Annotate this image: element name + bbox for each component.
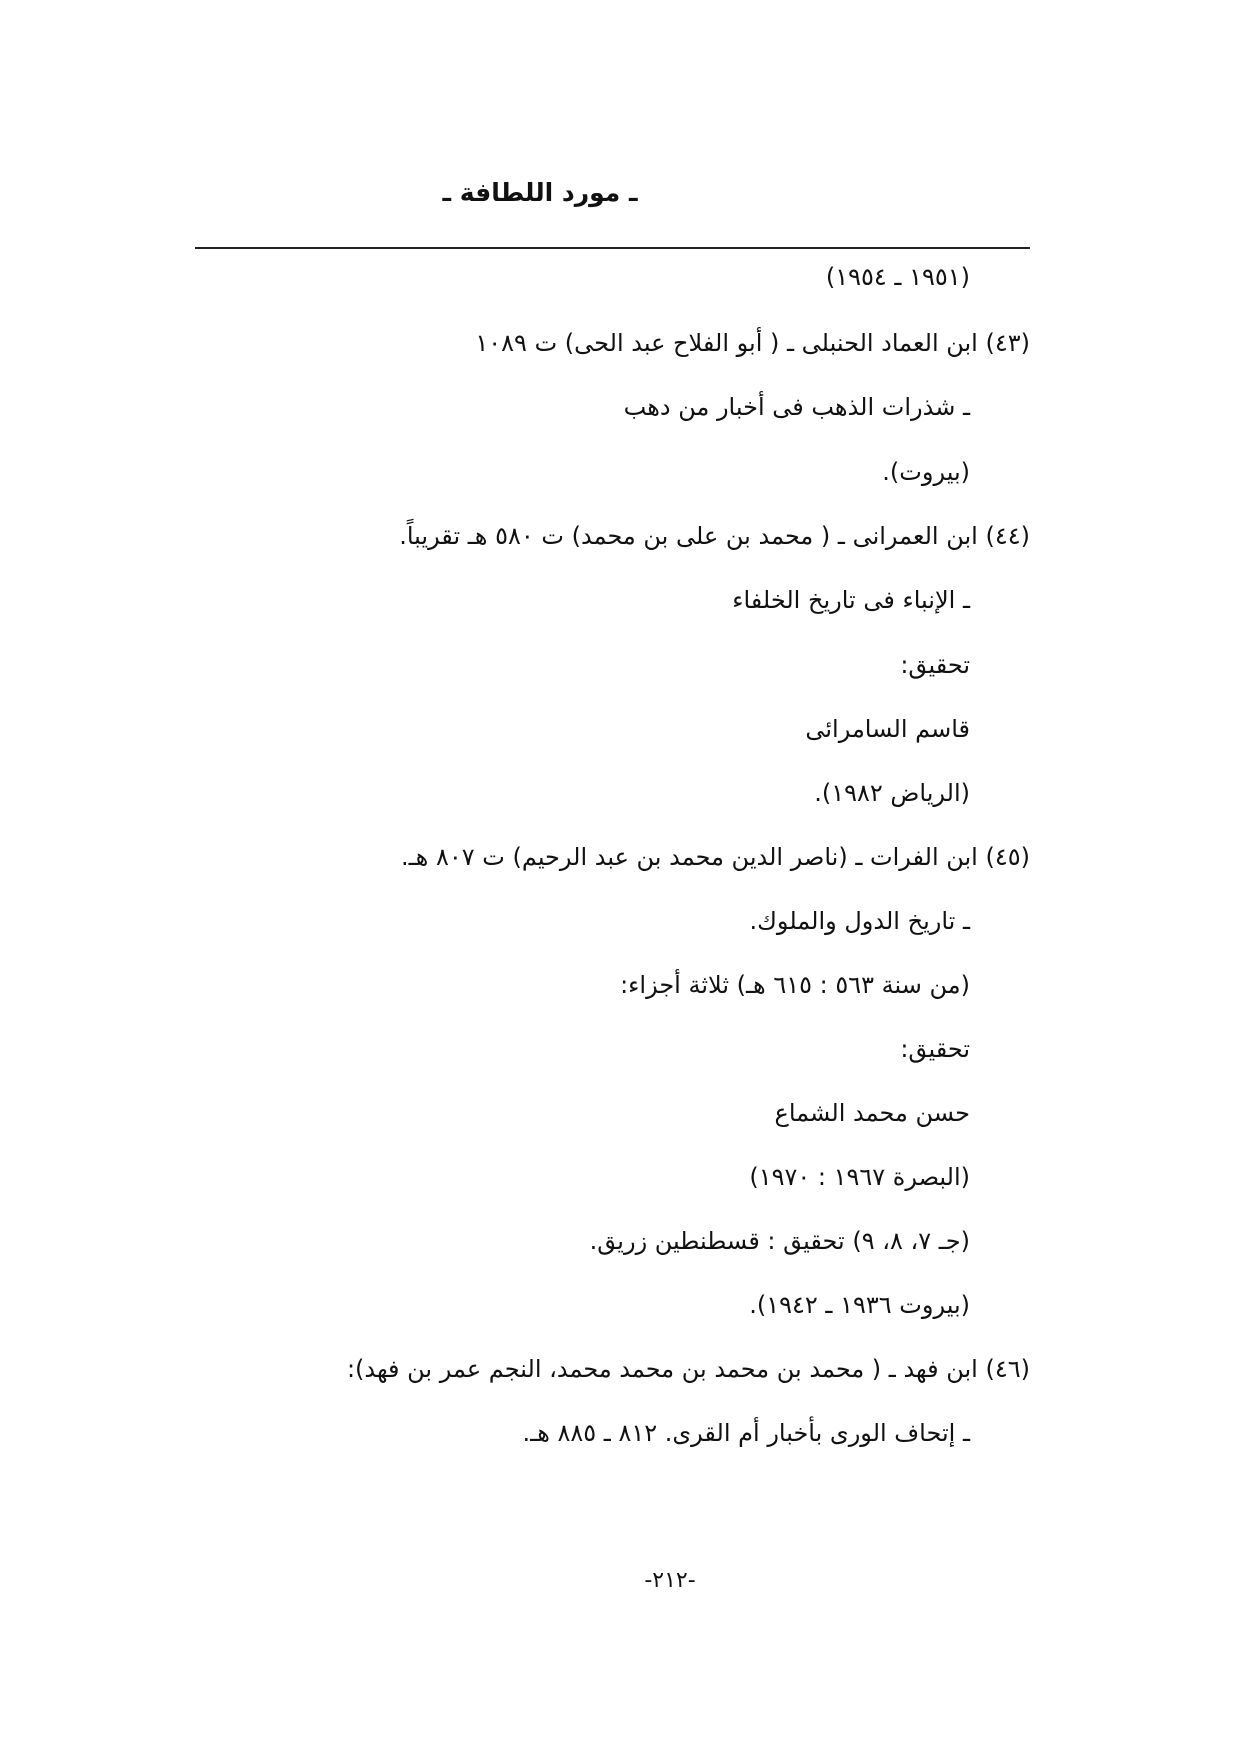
entry-46-heading: (٤٦) ابن فهد ـ ( محمد بن محمد بن محمد محمد، النجم عمر بن فهد):: [346, 1355, 1030, 1383]
entry-44-heading: (٤٤) ابن العمرانى ـ ( محمد بن على بن محمد) ت ٥٨٠ هـ تقريباً.: [399, 522, 1030, 550]
entry-45-editor: حسن محمد الشماع: [774, 1099, 970, 1127]
header-divider: [195, 247, 1030, 249]
line-dates-1951-1954: (١٩٥١ ـ ١٩٥٤): [825, 263, 970, 291]
entry-43-place: (بيروت).: [882, 458, 970, 486]
entry-44-place: (الرياض ١٩٨٢).: [814, 779, 970, 807]
running-header: ـ مورد اللطافة ـ: [442, 178, 638, 207]
entry-45-place-1: (البصرة ١٩٦٧ : ١٩٧٠): [749, 1163, 970, 1191]
entry-45-volumes-2: (جـ ٧، ٨، ٩) تحقيق : قسطنطين زريق.: [589, 1227, 970, 1255]
entry-45-editor-label: تحقيق:: [900, 1035, 970, 1063]
entry-43-heading: (٤٣) ابن العماد الحنبلى ـ ( أبو الفلاح عبد الحى) ت ١٠٨٩: [475, 329, 1030, 357]
entry-45-place-2: (بيروت ١٩٣٦ ـ ١٩٤٢).: [749, 1291, 970, 1319]
entry-45-volumes: (من سنة ٥٦٣ : ٦١٥ هـ) ثلاثة أجزاء:: [620, 971, 970, 999]
entry-45-title: ـ تاريخ الدول والملوك.: [749, 907, 970, 935]
page-number: -٢١٢-: [644, 1568, 696, 1593]
entry-44-editor: قاسم السامرائى: [805, 715, 970, 743]
entry-44-editor-label: تحقيق:: [900, 651, 970, 679]
entry-44-title: ـ الإنباء فى تاريخ الخلفاء: [732, 586, 970, 614]
entry-43-title: ـ شذرات الذهب فى أخبار من دهب: [623, 393, 970, 421]
entry-45-heading: (٤٥) ابن الفرات ـ (ناصر الدين محمد بن عبد الرحيم) ت ٨٠٧ هـ.: [401, 843, 1030, 871]
entry-46-title: ـ إتحاف الورى بأخبار أم القرى. ٨١٢ ـ ٨٨٥ هـ.: [522, 1419, 970, 1447]
